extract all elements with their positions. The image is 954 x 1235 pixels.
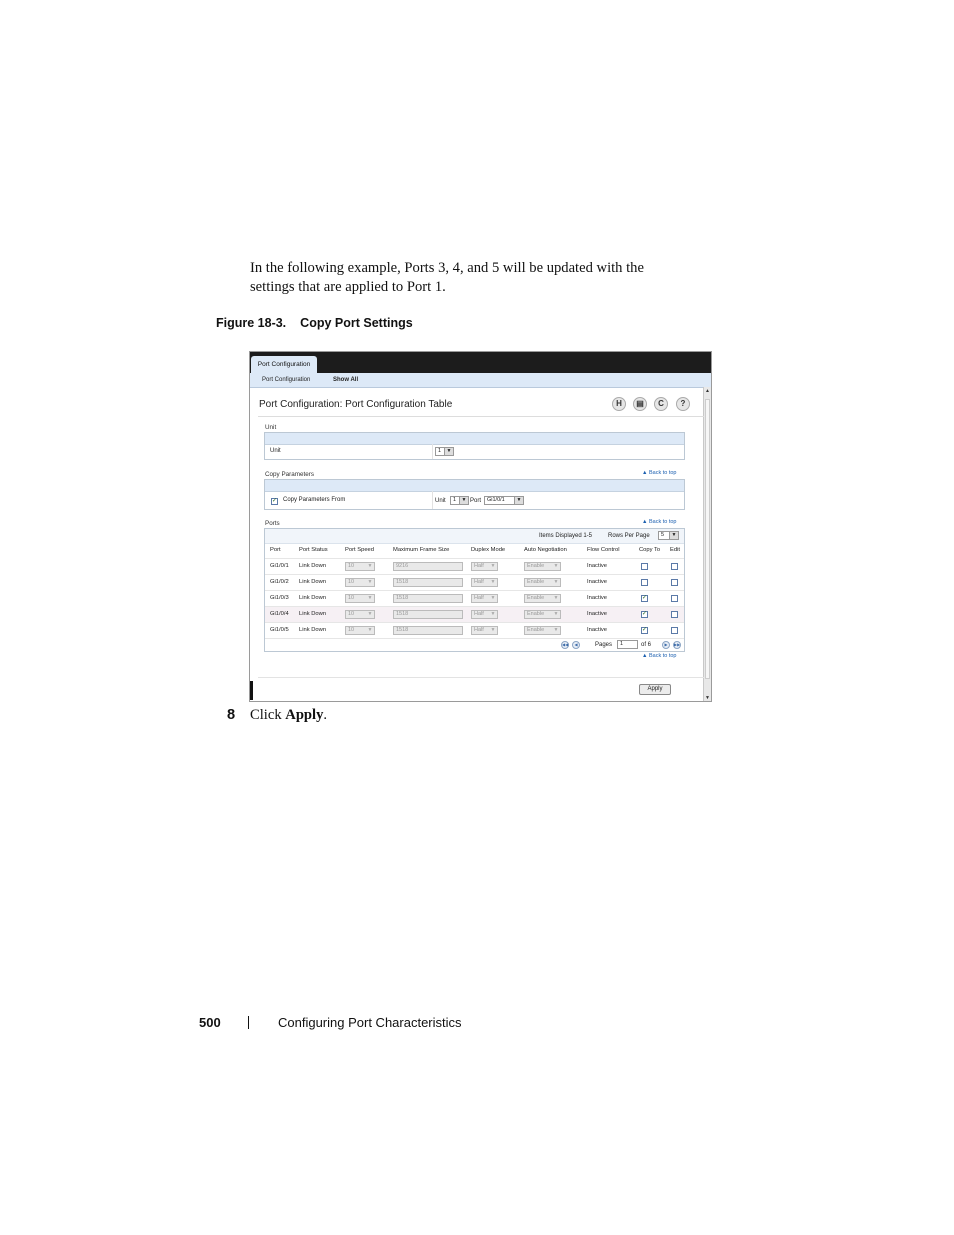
edit-checkbox[interactable] <box>671 563 678 570</box>
col-port[interactable]: Port <box>270 547 281 553</box>
speed-value: 10 <box>348 563 355 569</box>
unit-select[interactable] <box>435 447 454 456</box>
footer-separator <box>248 1016 249 1029</box>
chevron-down-icon: ▼ <box>553 611 559 617</box>
col-flow-control[interactable]: Flow Control <box>587 547 620 553</box>
step-text-after: . <box>323 707 328 723</box>
help-icon[interactable]: ? <box>676 397 690 411</box>
chevron-down-icon: ▼ <box>553 563 559 569</box>
tab-port-configuration[interactable]: Port Configuration <box>251 356 317 374</box>
cell-port: Gi1/0/1 <box>270 563 289 569</box>
pager <box>265 638 684 652</box>
back-to-top-link[interactable]: ▲ Back to top <box>642 653 677 659</box>
edit-checkbox[interactable] <box>671 627 678 634</box>
col-max-frame-size[interactable]: Maximum Frame Size <box>393 547 450 553</box>
chevron-down-icon: ▼ <box>490 595 496 601</box>
duplex-value: Half <box>474 595 484 601</box>
table-row <box>265 622 684 638</box>
duplex-select <box>471 610 498 619</box>
chevron-down-icon: ▼ <box>490 563 496 569</box>
cell-status: Link Down <box>299 563 327 569</box>
auto-negotiation-select <box>524 610 561 619</box>
duplex-value: Half <box>474 611 484 617</box>
top-nav-bar <box>250 352 712 373</box>
frame-size-input <box>393 626 463 635</box>
copy-to-checkbox[interactable] <box>641 563 648 570</box>
copy-box-header <box>265 480 684 492</box>
copy-port-value: Gi1/0/1 <box>487 497 505 503</box>
cell-flow-control: Inactive <box>587 595 607 601</box>
copy-unit-value: 1 <box>453 497 457 503</box>
intro-paragraph <box>250 259 700 296</box>
step-8 <box>227 707 327 724</box>
figure-caption <box>216 316 413 330</box>
subnav-port-configuration[interactable]: Port Configuration <box>262 377 311 383</box>
first-page-icon[interactable]: ◀◀ <box>562 642 569 647</box>
chevron-down-icon: ▼ <box>553 579 559 585</box>
col-port-speed[interactable]: Port Speed <box>345 547 375 553</box>
unit-label: Unit <box>270 448 281 454</box>
ports-table-header <box>265 544 684 558</box>
col-edit[interactable]: Edit <box>670 547 680 553</box>
speed-value: 10 <box>348 611 355 617</box>
unit-divider <box>432 444 433 459</box>
frame-size-value: 1518 <box>396 579 409 585</box>
intro-line-1: In the following example, Ports 3, 4, and 5 will be updated with the <box>250 260 644 276</box>
copy-divider <box>432 491 433 509</box>
speed-select <box>345 626 375 635</box>
chevron-down-icon: ▼ <box>444 448 453 455</box>
title-divider <box>258 416 704 417</box>
rows-per-page-select[interactable] <box>658 531 679 540</box>
table-row <box>265 606 684 622</box>
chevron-down-icon: ▼ <box>367 579 373 585</box>
next-page-icon[interactable]: ▶ <box>662 641 670 649</box>
rows-per-page-label: Rows Per Page <box>608 533 650 539</box>
frame-size-value: 1518 <box>396 627 409 633</box>
table-row <box>265 558 684 574</box>
copy-port-label: Port <box>470 498 482 504</box>
auto-negotiation-select <box>524 578 561 587</box>
last-page-icon[interactable]: ▶▶ <box>674 642 681 647</box>
duplex-value: Half <box>474 579 484 585</box>
frame-size-input <box>393 594 463 603</box>
ports-section-title: Ports <box>265 520 280 527</box>
cell-port: Gi1/0/3 <box>270 595 289 601</box>
copy-to-checkbox[interactable]: ✓ <box>642 611 648 617</box>
unit-box <box>264 432 685 460</box>
chevron-down-icon: ▼ <box>367 595 373 601</box>
copy-parameters-checkbox[interactable]: ✓ <box>272 498 278 504</box>
vertical-scrollbar[interactable] <box>703 387 711 702</box>
auto-value: Enable <box>527 595 545 601</box>
duplex-value: Half <box>474 563 484 569</box>
page-input-value: 1 <box>620 641 624 647</box>
cell-flow-control: Inactive <box>587 563 607 569</box>
auto-value: Enable <box>527 627 545 633</box>
chevron-down-icon: ▼ <box>514 497 523 504</box>
page-number: 500 <box>199 1015 221 1030</box>
copy-parameters-title: Copy Parameters <box>265 471 314 478</box>
copy-port-select[interactable] <box>484 496 524 505</box>
unit-section-title: Unit <box>265 424 277 431</box>
back-to-top-link[interactable]: ▲ Back to top <box>642 470 677 476</box>
intro-line-2: settings that are applied to Port 1. <box>250 278 446 295</box>
speed-value: 10 <box>348 627 355 633</box>
figure-title: Copy Port Settings <box>300 316 413 330</box>
chevron-down-icon: ▼ <box>367 611 373 617</box>
duplex-select <box>471 562 498 571</box>
copy-unit-select[interactable] <box>450 496 469 505</box>
unit-select-value: 1 <box>438 448 442 454</box>
auto-negotiation-select <box>524 594 561 603</box>
cell-port: Gi1/0/4 <box>270 611 289 617</box>
copy-parameters-box <box>264 479 685 510</box>
save-icon[interactable]: H <box>612 397 626 411</box>
copy-to-checkbox[interactable]: ✓ <box>642 595 648 601</box>
step-number: 8 <box>227 707 236 723</box>
speed-value: 10 <box>348 579 355 585</box>
auto-value: Enable <box>527 579 545 585</box>
pages-label: Pages <box>595 642 613 648</box>
chevron-down-icon: ▼ <box>669 532 678 539</box>
ports-toolbar <box>265 529 684 544</box>
edit-checkbox[interactable] <box>671 595 678 602</box>
scroll-thumb[interactable] <box>705 399 710 679</box>
chevron-down-icon: ▼ <box>490 579 496 585</box>
frame-size-value: 1518 <box>396 595 409 601</box>
copy-to-checkbox[interactable]: ✓ <box>642 627 648 633</box>
cell-port: Gi1/0/2 <box>270 579 289 585</box>
auto-value: Enable <box>527 563 545 569</box>
chevron-down-icon: ▼ <box>553 595 559 601</box>
scroll-down-icon[interactable]: ▼ <box>705 695 710 701</box>
chevron-down-icon: ▼ <box>367 563 373 569</box>
refresh-icon[interactable]: C <box>654 397 668 411</box>
col-copy-to[interactable]: Copy To <box>639 547 661 553</box>
print-icon[interactable]: ▤ <box>633 397 647 411</box>
page-input[interactable] <box>617 640 638 649</box>
chevron-down-icon: ▼ <box>459 497 468 504</box>
duplex-select <box>471 594 498 603</box>
sub-nav-bar <box>250 373 712 388</box>
step-text-before: Click <box>250 707 286 723</box>
auto-value: Enable <box>527 611 545 617</box>
duplex-value: Half <box>474 627 484 633</box>
prev-page-icon[interactable]: ◀ <box>572 641 580 649</box>
cell-status: Link Down <box>299 627 327 633</box>
col-port-status[interactable]: Port Status <box>299 547 328 553</box>
left-edge-marker <box>250 681 253 700</box>
chevron-down-icon: ▼ <box>367 627 373 633</box>
auto-negotiation-select <box>524 626 561 635</box>
chevron-down-icon: ▼ <box>490 627 496 633</box>
figure-number: Figure 18-3. <box>216 316 287 330</box>
cell-status: Link Down <box>299 579 327 585</box>
step-action: Apply <box>285 707 324 723</box>
cell-status: Link Down <box>299 595 327 601</box>
footer-divider <box>258 677 704 678</box>
unit-box-header <box>265 433 684 445</box>
cell-flow-control: Inactive <box>587 611 607 617</box>
cell-status: Link Down <box>299 611 327 617</box>
rows-per-page-value: 5 <box>661 532 665 538</box>
cell-flow-control: Inactive <box>587 579 607 585</box>
frame-size-input <box>393 578 463 587</box>
of-pages: of 6 <box>641 642 652 648</box>
table-row <box>265 574 684 590</box>
items-displayed: Items Displayed 1-5 <box>539 533 593 539</box>
chevron-down-icon: ▼ <box>490 611 496 617</box>
copy-to-checkbox[interactable] <box>641 579 648 586</box>
copy-parameters-from-label: Copy Parameters From <box>283 497 346 503</box>
chapter-title: Configuring Port Characteristics <box>278 1015 462 1030</box>
col-auto-negotiation[interactable]: Auto Negotiation <box>524 547 567 553</box>
ports-table <box>264 528 685 652</box>
cell-flow-control: Inactive <box>587 627 607 633</box>
frame-size-value: 9216 <box>396 563 409 569</box>
frame-size-input <box>393 562 463 571</box>
copy-unit-label: Unit <box>435 498 446 504</box>
speed-value: 10 <box>348 595 355 601</box>
speed-select <box>345 562 375 571</box>
duplex-select <box>471 626 498 635</box>
cell-port: Gi1/0/5 <box>270 627 289 633</box>
port-configuration-screenshot <box>249 351 712 702</box>
chevron-down-icon: ▼ <box>553 627 559 633</box>
edit-checkbox[interactable] <box>671 579 678 586</box>
speed-select <box>345 594 375 603</box>
apply-button[interactable]: Apply <box>639 684 671 695</box>
table-row <box>265 590 684 606</box>
edit-checkbox[interactable] <box>671 611 678 618</box>
col-duplex-mode[interactable]: Duplex Mode <box>471 547 506 553</box>
subnav-show-all[interactable]: Show All <box>333 377 359 383</box>
back-to-top-link[interactable]: ▲ Back to top <box>642 519 677 525</box>
speed-select <box>345 610 375 619</box>
scroll-up-icon[interactable]: ▲ <box>705 388 710 394</box>
auto-negotiation-select <box>524 562 561 571</box>
frame-size-value: 1518 <box>396 611 409 617</box>
duplex-select <box>471 578 498 587</box>
page-title: Port Configuration: Port Configuration Table <box>259 399 453 410</box>
speed-select <box>345 578 375 587</box>
frame-size-input <box>393 610 463 619</box>
